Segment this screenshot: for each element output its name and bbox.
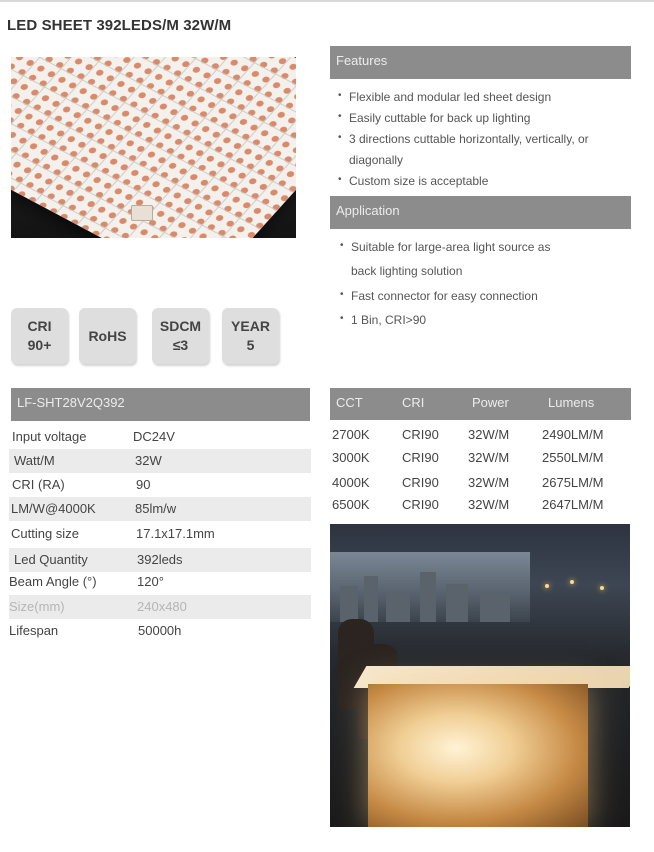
spec-value: 240x480 bbox=[137, 599, 187, 614]
cell-cri: CRI90 bbox=[402, 450, 439, 465]
application-list bbox=[332, 240, 630, 337]
badge-cri bbox=[11, 308, 68, 364]
city-window bbox=[330, 552, 530, 622]
spec-value: 90 bbox=[136, 477, 151, 492]
badge-sdcm-label: SDCM bbox=[159, 318, 202, 334]
spec-value: DC24V bbox=[133, 429, 175, 444]
badge-cri-value: 90+ bbox=[27, 337, 52, 353]
cell-cct: 6500K bbox=[332, 497, 370, 512]
features-header bbox=[330, 46, 631, 79]
spec-value: 85lm/w bbox=[135, 501, 177, 516]
spec-row-lmw bbox=[9, 497, 311, 521]
cell-power: 32W/M bbox=[468, 450, 510, 465]
led-sheet-panel bbox=[11, 57, 296, 238]
badge-year-value: 5 bbox=[246, 337, 255, 353]
cell-power: 32W/M bbox=[468, 475, 510, 490]
list-item: • Easily cuttable for back up lighting bbox=[330, 111, 630, 132]
col-header-power: Power bbox=[472, 395, 509, 410]
cell-lumens: 2490LM/M bbox=[542, 427, 604, 442]
cell-power: 32W/M bbox=[468, 497, 510, 512]
cell-lumens: 2647LM/M bbox=[542, 497, 604, 512]
cell-cct: 4000K bbox=[332, 475, 370, 490]
model-header bbox=[11, 388, 310, 421]
spec-label: Cutting size bbox=[11, 526, 79, 541]
spec-value: 32W bbox=[135, 453, 162, 468]
cell-cri: CRI90 bbox=[402, 497, 439, 512]
kitchen-island-scene-photo bbox=[330, 524, 630, 827]
list-item: • 1 Bin, CRI>90 bbox=[332, 313, 630, 337]
backlit-onyx-counter bbox=[368, 684, 588, 827]
list-item: • Custom size is acceptable bbox=[330, 174, 630, 195]
list-item-continuation: diagonally bbox=[349, 153, 404, 167]
list-item-continuation: back lighting solution bbox=[351, 264, 463, 278]
spec-row-watt bbox=[9, 449, 311, 473]
spec-label: Size(mm) bbox=[9, 599, 65, 614]
spec-label: Led Quantity bbox=[14, 552, 88, 567]
badge-year bbox=[222, 308, 279, 364]
col-header-cri: CRI bbox=[402, 395, 425, 410]
spec-row-cutting-size bbox=[9, 522, 311, 546]
badge-cri-label: CRI bbox=[27, 318, 52, 334]
spec-row-input-voltage bbox=[9, 425, 311, 449]
cct-table-header bbox=[330, 388, 631, 420]
badge-sdcm bbox=[152, 308, 209, 364]
spec-label: CRI (RA) bbox=[12, 477, 65, 492]
list-item: • Fast connector for easy connection bbox=[332, 289, 630, 313]
cell-lumens: 2675LM/M bbox=[542, 475, 604, 490]
badge-year-label: YEAR bbox=[231, 318, 270, 334]
cell-power: 32W/M bbox=[468, 427, 510, 442]
list-item: • 3 directions cuttable horizontally, vertically, or bbox=[330, 132, 630, 153]
cell-cri: CRI90 bbox=[402, 427, 439, 442]
list-item: • Flexible and modular led sheet design bbox=[330, 90, 630, 111]
spec-value: 17.1x17.1mm bbox=[136, 526, 215, 541]
spec-label: Watt/M bbox=[14, 453, 55, 468]
spec-label: Input voltage bbox=[12, 429, 87, 444]
badge-rohs bbox=[79, 308, 136, 364]
spec-row-lifespan bbox=[9, 619, 311, 643]
cell-cct: 3000K bbox=[332, 450, 370, 465]
application-header bbox=[330, 196, 631, 229]
application-header-label: Application bbox=[336, 203, 400, 218]
spec-value: 120° bbox=[137, 574, 164, 589]
spec-row-led-quantity bbox=[9, 548, 311, 572]
model-number: LF-SHT28V2Q392 bbox=[17, 395, 125, 410]
spec-label: LM/W@4000K bbox=[11, 501, 96, 516]
badge-rohs-label: RoHS bbox=[88, 327, 127, 344]
badge-sdcm-value: ≤3 bbox=[172, 337, 189, 353]
features-header-label: Features bbox=[336, 53, 388, 68]
spec-row-cri bbox=[9, 473, 311, 497]
cell-cri: CRI90 bbox=[402, 475, 439, 490]
led-sheet-product-photo bbox=[11, 57, 296, 238]
cell-cct: 2700K bbox=[332, 427, 370, 442]
spec-row-size bbox=[9, 595, 311, 619]
cell-lumens: 2550LM/M bbox=[542, 450, 604, 465]
spec-label: Beam Angle (°) bbox=[9, 574, 97, 589]
spec-row-beam-angle bbox=[9, 570, 311, 594]
features-list bbox=[330, 90, 630, 195]
spec-value: 392leds bbox=[137, 552, 183, 567]
spec-label: Lifespan bbox=[9, 623, 59, 638]
spec-value: 50000h bbox=[138, 623, 182, 638]
top-divider bbox=[0, 0, 654, 2]
col-header-cct: CCT bbox=[336, 395, 363, 410]
list-item: • Suitable for large-area light source as bbox=[332, 240, 630, 264]
connector-icon bbox=[131, 205, 153, 221]
col-header-lumens: Lumens bbox=[548, 395, 595, 410]
page-title: LED SHEET 392LEDS/M 32W/M bbox=[7, 17, 232, 34]
